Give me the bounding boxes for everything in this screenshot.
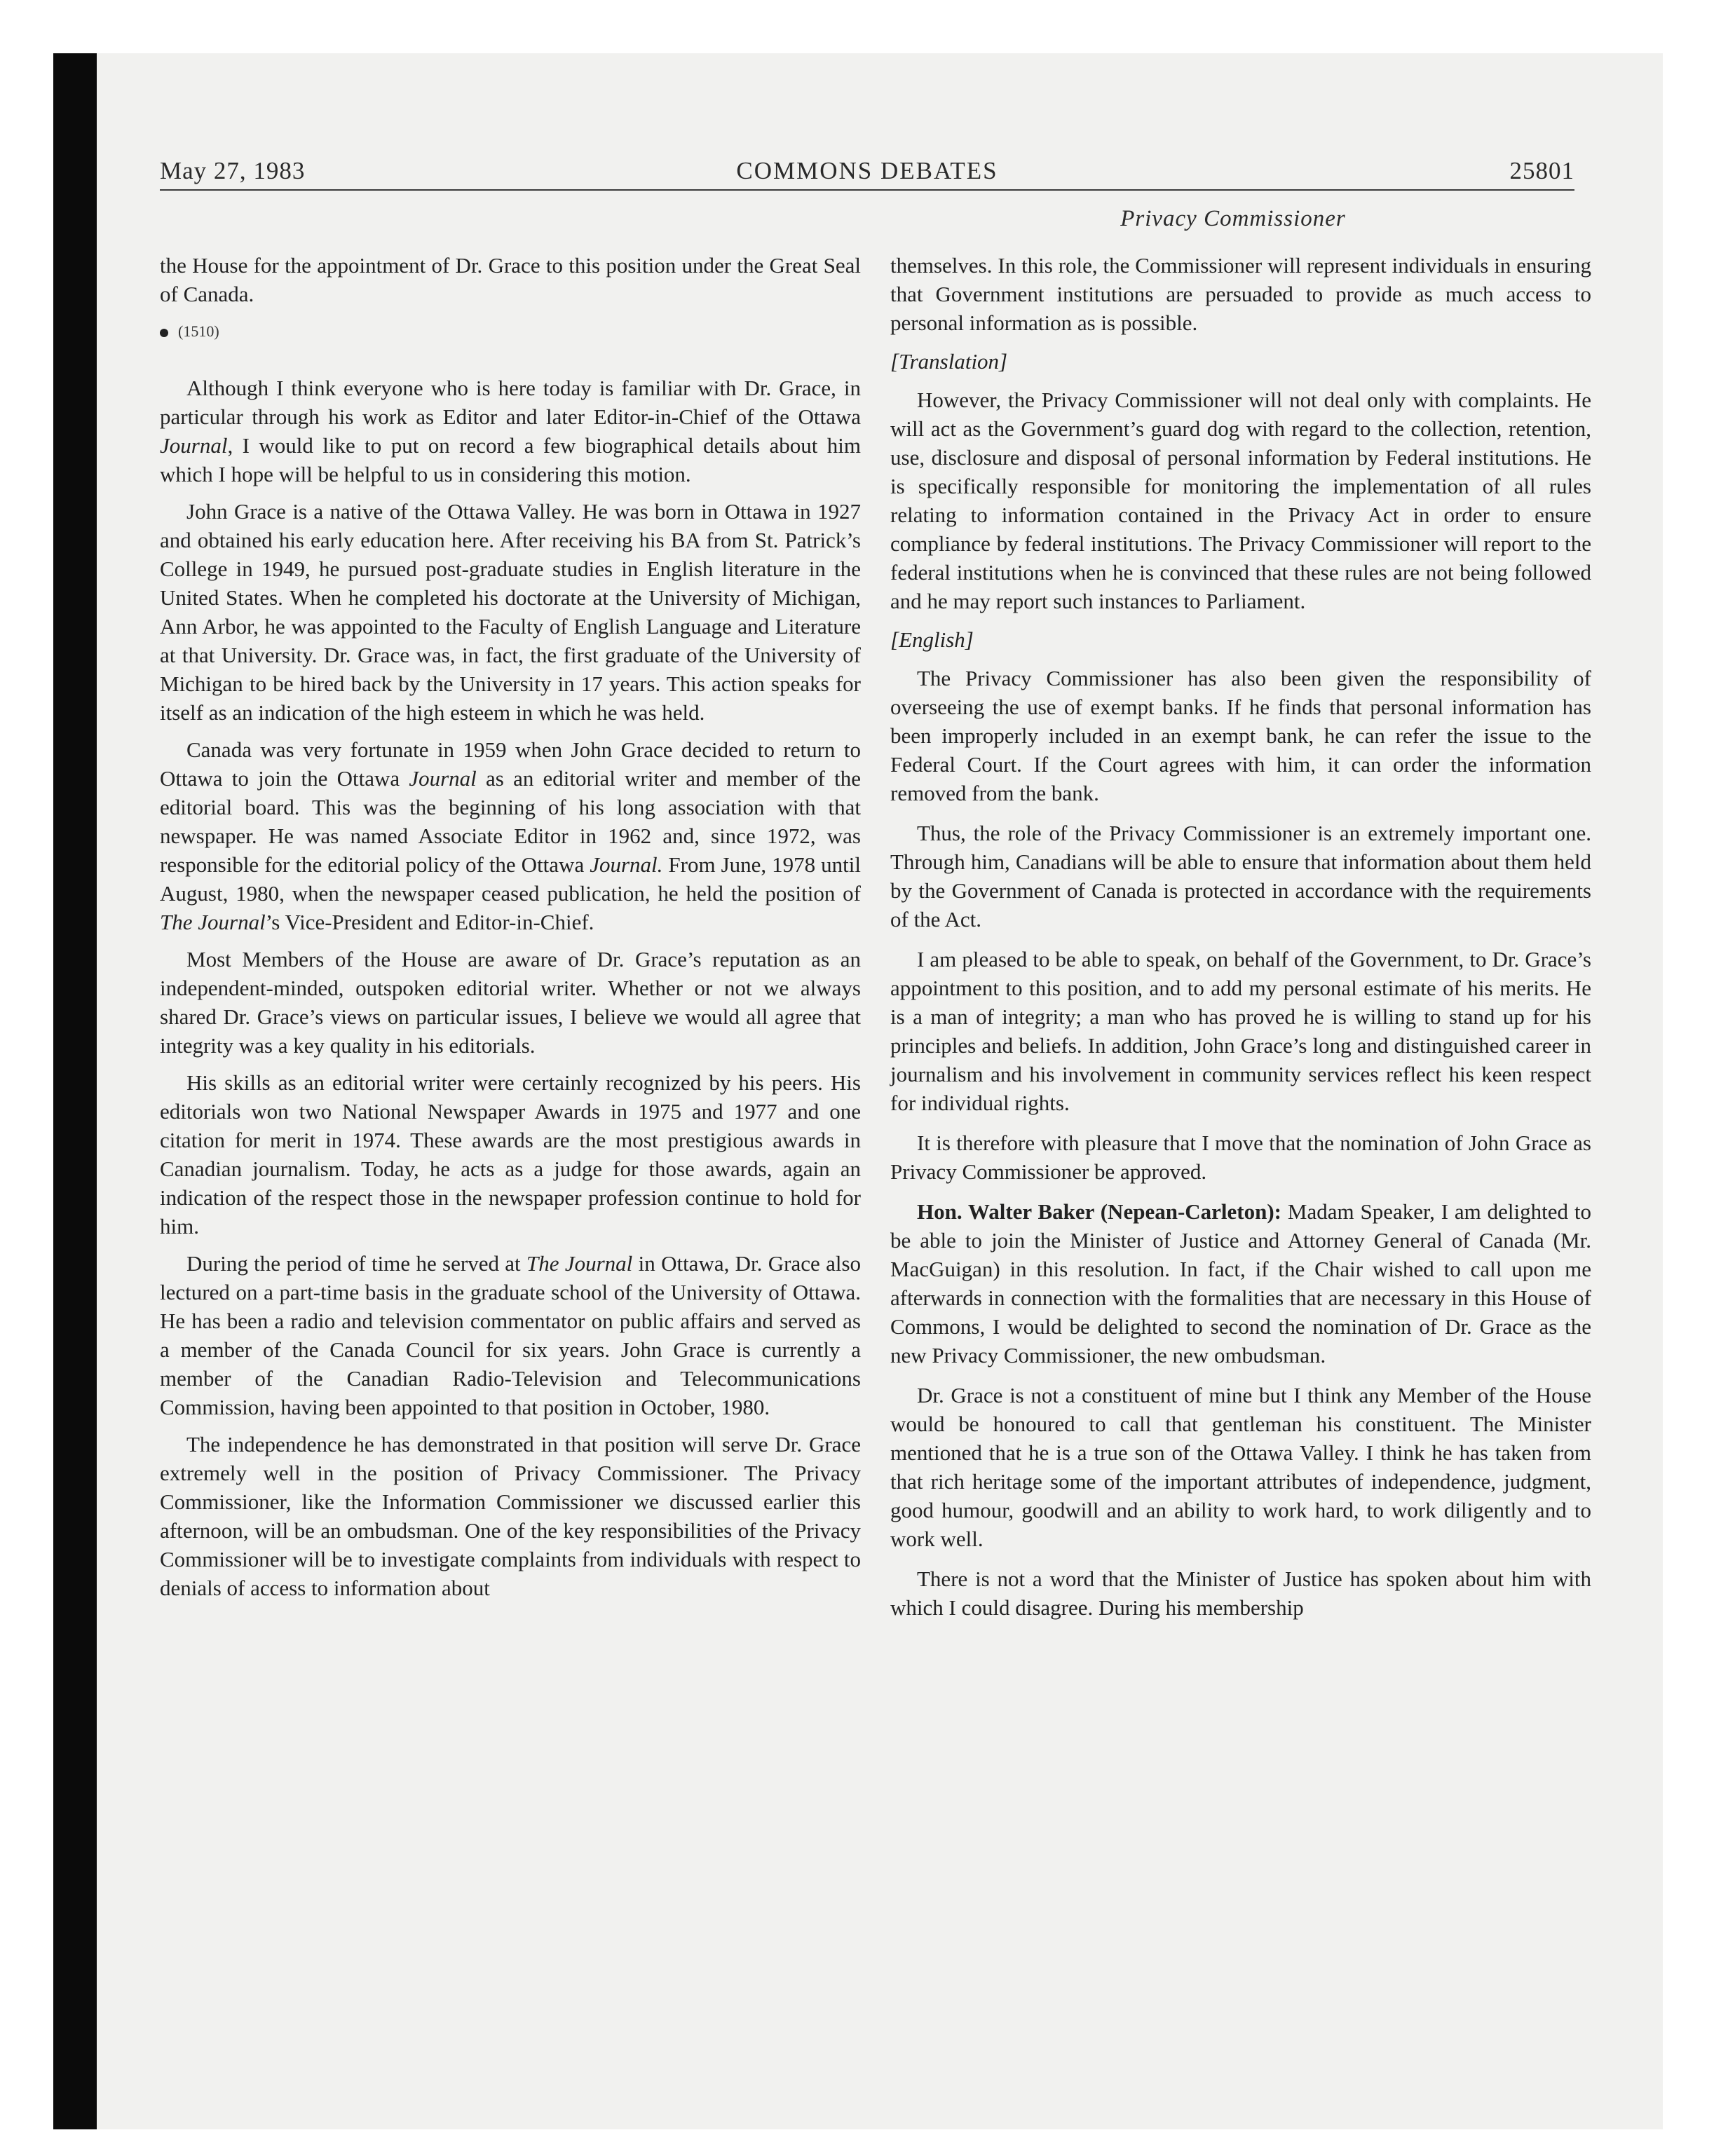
italic-text: Journal. — [590, 852, 663, 877]
paragraph: His skills as an editorial writer were certainly recognized by his peers. His editorials won two National Newspaper Awards in 1975 and 1977 and one citation for merit in 1974. These awards are the most prestigious awards in Canadian journalism. Today, he acts as a judge for those awards, again an indication of the respect those in the newspaper profession continue to hold for him. — [160, 1070, 861, 1239]
text-run: Canada was very fortunate in 1959 when John Grace decided to return to Ottawa to join the Ottawa — [160, 737, 861, 791]
language-heading: [Translation] — [890, 349, 1008, 374]
italic-text: The Journal — [160, 910, 266, 934]
text-run: as an editorial writer and member of the editorial board. This was the beginning of his long association with that newspaper. He was named Associate Editor in 1962 and, since 1972, was responsible for the editorial policy of the Ottawa — [160, 766, 861, 877]
text-run: in Ottawa, Dr. Grace also lectured on a part-time basis in the graduate school of the University of Ottawa. He has been a radio and television commentator on public affairs and served as a member of the Canada Council for six years. John Grace is currently a member of the Canadian Radio-Television and Telecommunications Commission, having been appointed to that position in October, 1980. — [160, 1251, 862, 1419]
header-rule — [160, 189, 1574, 191]
paragraph: John Grace is a native of the Ottawa Valley. He was born in Ottawa in 1927 and obtained his early education here. After receiving his BA from St. Patrick’s College in 1949, he pursued post-graduate studies in English literature in the United States. When he completed his doctorate at the University of Michigan, Ann Arbor, he was appointed to the Faculty of English Language and Literature at that University. Dr. Grace was, in fact, the first graduate of the University of Michigan to be hired back by the University in 17 years. This action speaks for itself as an indication of the high esteem in which he was held. — [160, 499, 861, 725]
time-marker — [160, 317, 861, 346]
header-date: May 27, 1983 — [160, 157, 306, 184]
paragraph: Thus, the role of the Privacy Commissioner is an extremely important one. Through him, Canadians will be able to ensure that information about them held by the Government of Canada is protected in accordance with the requirements of the Act. — [890, 821, 1591, 932]
paragraph: I am pleased to be able to speak, on behalf of the Government, to Dr. Grace’s appointment to this position, and to add my personal estimate of his merits. He is a man of integrity; a man who has proved he is willing to stand up for his principles and beliefs. In addition, John Grace’s long and distinguished career in journalism and his involvement in community services reflect his keen respect for individual rights. — [890, 947, 1591, 1115]
paragraph: the House for the appointment of Dr. Grace to this position under the Great Seal of Canada. — [160, 253, 861, 306]
paragraph: The Privacy Commissioner has also been given the responsibility of overseeing the use of exempt banks. If he finds that personal information has been improperly included in an exempt bank, he can refer the issue to the Federal Court. If the Court agrees with him, it can order the information removed from the bank. — [890, 666, 1591, 805]
italic-text: Journal — [409, 766, 477, 791]
speaker-name: Hon. Walter Baker (Nepean-Carleton): — [917, 1199, 1282, 1224]
italic-text: Journal — [160, 433, 228, 458]
paragraph — [160, 374, 861, 489]
language-heading: [English] — [890, 627, 974, 652]
time-marker-label: (1510) — [178, 322, 219, 340]
paragraph: Dr. Grace is not a constituent of mine but I think any Member of the House would be honoured to call that gentleman his constituent. The Minister mentioned that he is a true son of the Ottawa Valley. I think he has taken from that rich heritage some of the important attributes of independence, judgment, good humour, goodwill and an ability to work hard, to work diligently and to work well. — [890, 1383, 1591, 1551]
binding-edge — [53, 53, 97, 2129]
subject-heading: Privacy Commissioner — [1120, 206, 1346, 231]
text-run: Although I think everyone who is here today is familiar with Dr. Grace, in particular through his work as Editor and later Editor-in-Chief of the Ottawa — [160, 376, 861, 429]
paragraph — [160, 1249, 861, 1421]
paragraph: Most Members of the House are aware of Dr. Grace’s reputation as an independent-minded, outspoken editorial writer. Whether or not we always shared Dr. Grace’s views on particular issues, I believe we would all agree that integrity was a key quality in his editorials. — [160, 947, 861, 1058]
left-column — [160, 251, 861, 1611]
italic-text: The Journal — [526, 1251, 633, 1276]
page-header — [160, 157, 1574, 189]
paragraph: It is therefore with pleasure that I move that the nomination of John Grace as Privacy Commissioner be approved. — [890, 1131, 1591, 1184]
header-page-number: 25801 — [1509, 157, 1574, 184]
paragraph — [160, 735, 861, 936]
header-title: COMMONS DEBATES — [736, 157, 998, 184]
paragraph — [890, 1197, 1591, 1370]
text-run: Madam Speaker, I am delighted to be able to join the Minister of Justice and Attorney General of Canada (Mr. MacGuigan) in this resolution. In fact, if the Chair wished to call upon me afterwards in connection with the formalities that are necessary in this House of Commons, I would be delighted to second the nomination of Dr. Grace as the new Privacy Commissioner, the new ombudsman. — [890, 1199, 1591, 1367]
text-run: From June, 1978 until August, 1980, when the newspaper ceased publication, he held the position of — [160, 852, 861, 906]
paragraph: The independence he has demonstrated in that position will serve Dr. Grace extremely well in the position of Privacy Commissioner. The Privacy Commissioner, like the Information Commissioner we discussed earlier this afternoon, will be an ombudsman. One of the key responsibilities of the Privacy Commissioner will be to investigate complaints from individuals with respect to denials of access to information about — [160, 1432, 861, 1600]
right-column — [890, 251, 1591, 1630]
paragraph: However, the Privacy Commissioner will not deal only with complaints. He will act as the Government’s guard dog with regard to the collection, retention, use, disclosure and disposal of personal information by Federal institutions. He is specifically responsible for monitoring the implementation of all rules relating to information contained in the Privacy Act in order to ensure compliance by federal institutions. The Privacy Commissioner will report to the federal institutions when he is convinced that these rules are not being followed and he may report such instances to Parliament. — [890, 388, 1591, 613]
text-run: ’s Vice-President and Editor-in-Chief. — [265, 910, 594, 934]
paragraph: themselves. In this role, the Commissioner will represent individuals in ensuring that Government institutions are persuaded to provide as much access to personal information as is possible. — [890, 253, 1591, 335]
bullet-icon — [160, 329, 168, 337]
text-run: , I would like to put on record a few biographical details about him which I hope will be helpful to us in considering this motion. — [160, 433, 861, 486]
text-run: During the period of time he served at — [186, 1251, 527, 1276]
paragraph: There is not a word that the Minister of Justice has spoken about him with which I could disagree. During his membership — [890, 1567, 1591, 1620]
